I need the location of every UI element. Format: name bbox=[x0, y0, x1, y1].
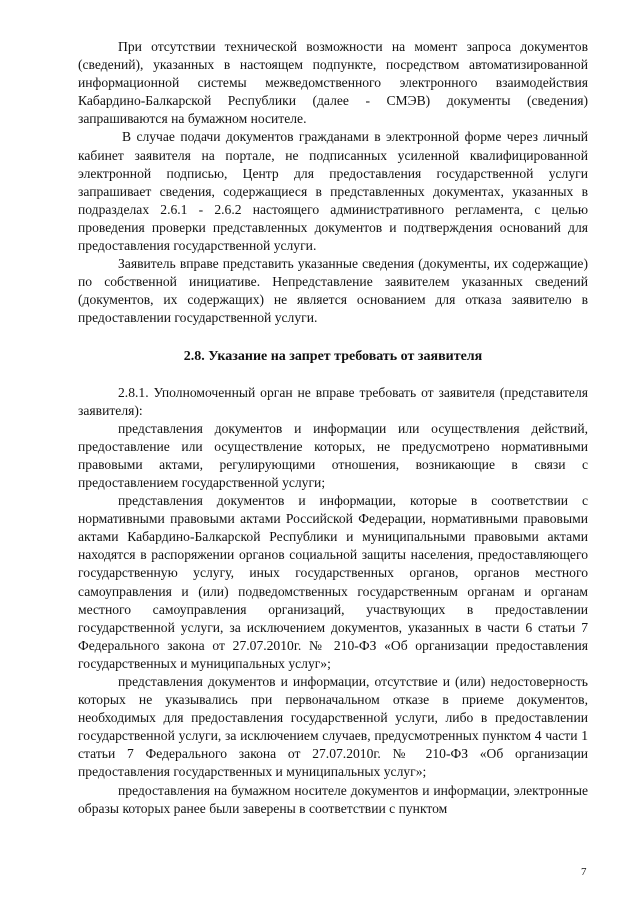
list-item-paper-documents: предоставления на бумажном носителе документов и информации, электронные образы которых ранее были заверены в соответствии с пунктом bbox=[78, 782, 588, 816]
paragraph-smev-request: При отсутствии технической возможности на момент запроса документов (сведений), указанных в настоящем подпункте, посредством автоматизированной информационной системы межведомственного электронного взаимодействия Кабардино-Балкарской Республики (далее - СМЭВ) документы (сведения) запрашиваются на бумажном носителе. bbox=[78, 39, 588, 127]
paragraph-applicant-initiative: Заявитель вправе представить указанные сведения (документы, их содержащие) по собственной инициативе. Непредставление заявителем указанных сведений (документов, их содержащих) не является основанием для отказа заявителю в предоставлении государственной услуги. bbox=[78, 256, 588, 326]
page-number: 7 bbox=[581, 866, 587, 878]
paragraph-electronic-submission: В случае подачи документов гражданами в электронной форме через личный кабинет заявителя на портале, не подписанных усиленной квалифицированной электронной подписью, Центр для предоставления государственной услуги запрашивает сведения, содержащиеся в представленных документах, указанных в подразделах 2.6.1 - 2.6.2 настоящего административного регламента, с целью проведения проверки представленных документов и подтверждения оснований для предоставления государственной услуги. bbox=[78, 129, 588, 254]
document-page bbox=[78, 38, 588, 818]
paragraph-2-8-1: 2.8.1. Уполномоченный орган не вправе требовать от заявителя (представителя заявителя): bbox=[78, 384, 588, 418]
list-item-unreliable-documents: представления документов и информации, отсутствие и (или) недостоверность которых не указывались при первоначальном отказе в приеме документов, необходимых для предоставления государственной услуги, либо в предоставлении государственной услуги, за исключением случаев, предусмотренных пунктом 4 части 1 статьи 7 Федерального закона от 27.07.2010г. № 210-ФЗ «Об организации предоставления государственных и муниципальных услуг»; bbox=[78, 674, 588, 780]
list-item-documents-in-possession: представления документов и информации, которые в соответствии с нормативными правовыми актами Российской Федерации, нормативными правовыми актами Кабардино-Балкарской Республики и муниципальными правовыми актами находятся в распоряжении органов социальной защиты населения, предоставляющего государственную услугу, иных государственных органов, органов местного самоуправления и (или) подведомственных государственным органам и органам местного самоуправления организаций, участвующих в предоставлении государственной услуги, за исключением документов, указанных в части 6 статьи 7 Федерального закона от 27.07.2010г. № 210-ФЗ «Об организации предоставления государственных и муниципальных услуг»; bbox=[78, 493, 588, 671]
section-heading: 2.8. Указание на запрет требовать от заявителя bbox=[183, 348, 483, 364]
list-item-actions: представления документов и информации или осуществления действий, предоставление или осуществление которых, не предусмотрено нормативными правовыми актами, регулирующими отношения, возникающие в связи с предоставлением государственной услуги; bbox=[78, 420, 588, 490]
